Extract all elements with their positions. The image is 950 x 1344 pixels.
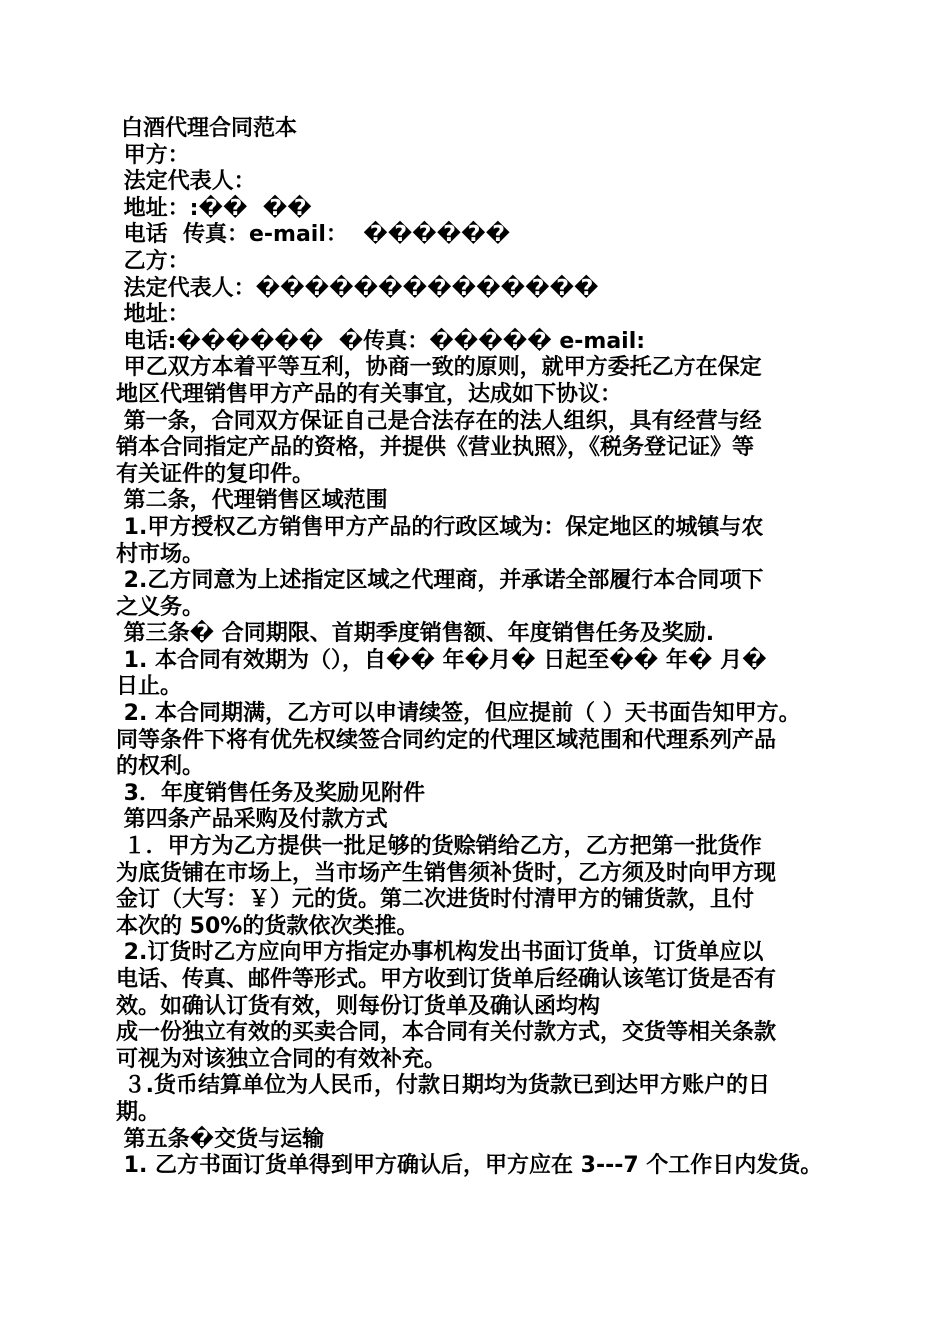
document-line: 第二条，代理销售区域范围 — [116, 488, 388, 514]
document-line: 3．年度销售任务及奖励见附件 — [116, 780, 425, 806]
document-line: 为底货铺在市场上，当市场产生销售须补货时，乙方须及时向甲方现 — [116, 860, 777, 886]
document-line: ３.货币结算单位为人民币，付款日期均为货款已到达甲方账户的日 — [116, 1073, 771, 1099]
document-line: 电话 传真：e-mail： ������ — [116, 222, 511, 248]
document-line: 本次的 50%的货款依次类推。 — [116, 913, 419, 939]
document-line: 地区代理销售甲方产品的有关事宜，达成如下协议： — [116, 381, 623, 407]
document-line: 日止。 — [116, 674, 183, 700]
document-line: 成一份独立有效的买卖合同，本合同有关付款方式，交货等相关条款 — [116, 1020, 777, 1046]
document-line: 效。如确认订货有效，则每份订货单及确认函均构 — [116, 993, 601, 1019]
document-line: 第一条，合同双方保证自己是合法存在的法人组织，具有经营与经 — [116, 408, 762, 434]
document-line: 2.订货时乙方应向甲方指定办事机构发出书面订货单，订货单应以 — [116, 940, 764, 966]
document-line: 村市场。 — [116, 541, 205, 567]
document-line: 第四条产品采购及付款方式 — [116, 807, 388, 833]
document-line: 2.乙方同意为上述指定区域之代理商，并承诺全部履行本合同项下 — [116, 568, 764, 594]
document-line: 电话:������ �传真：����� e-mail: — [116, 328, 646, 354]
document-line: 销本合同指定产品的资格，并提供《营业执照》，《税务登记证》等 — [116, 435, 755, 461]
document-line: 地址：:�� �� — [116, 195, 312, 221]
document-line: 之义务。 — [116, 594, 205, 620]
document-line: 期。 — [116, 1099, 161, 1125]
document-line: 地址： — [116, 302, 190, 328]
document-line: 乙方： — [116, 248, 190, 274]
document-line: １．甲方为乙方提供一批足够的货赊销给乙方，乙方把第一批货作 — [116, 834, 762, 860]
document-line: 金订（大写：￥）元的货。第二次进货时付清甲方的铺货款，且付 — [116, 887, 755, 913]
document-line: 可视为对该独立合同的有效补充。 — [116, 1046, 447, 1072]
document-lines — [116, 143, 846, 1180]
document-line: 有关证件的复印件。 — [116, 461, 315, 487]
document-line: 1. 本合同有效期为（），自�� 年�月� 日起至�� 年� 月� — [116, 647, 767, 673]
document-line: 的权利。 — [116, 754, 205, 780]
document-line: 法定代表人：�������������� — [116, 275, 599, 301]
document-line: 第五条�交货与运输 — [116, 1126, 325, 1152]
document-line: 法定代表人： — [116, 169, 256, 195]
document-line: 电话、传真、邮件等形式。甲方收到订货单后经确认该笔订货是否有 — [116, 967, 777, 992]
document-line: 2. 本合同期满，乙方可以申请续签，但应提前（ ）天书面告知甲方。 — [116, 701, 801, 727]
document-line: 同等条件下将有优先权续签合同约定的代理区域范围和代理系列产品 — [116, 727, 777, 753]
document-line: 甲方： — [116, 142, 190, 168]
document-line: 1.甲方授权乙方销售甲方产品的行政区域为：保定地区的城镇与农 — [116, 514, 764, 540]
document-line: 第三条� 合同期限、首期季度销售额、年度销售任务及奖励. — [116, 621, 715, 647]
document-body — [116, 116, 846, 1180]
document-line: 1. 乙方书面订货单得到甲方确认后，甲方应在 3---7 个工作日内发货。 — [116, 1153, 823, 1179]
document-line: 甲乙双方本着平等互利，协商一致的原则，就甲方委托乙方在保定 — [116, 355, 762, 381]
document-title: 白酒代理合同范本 — [121, 116, 298, 141]
